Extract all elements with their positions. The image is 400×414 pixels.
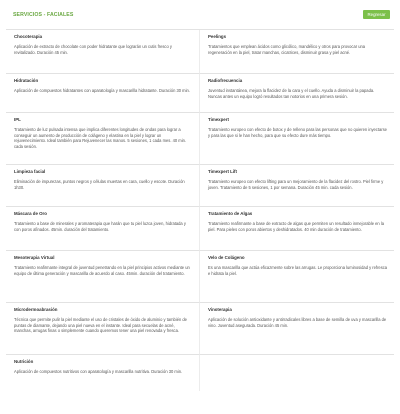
- service-name: Velo de Colágeno: [208, 255, 245, 260]
- service-card: [6, 165, 200, 207]
- service-description: Técnica que permite pulir la piel mediante el uso de cristales de óxido de aluminio y también de puntas de diamante, dejando una piel nueva en el instante. Ideal para secuelas de acné, manchas, arrugas finas o simplemente cuando queremos tener una piel renovada y fresca.: [14, 317, 187, 334]
- service-card: [6, 251, 200, 303]
- service-name: Tratamiento de Algas: [208, 211, 253, 216]
- service-card: [6, 355, 200, 391]
- service-name: Hidratación: [14, 78, 39, 83]
- service-description: Juventud instantánea, mejora la flacidez de la cara y el cuello. Ayuda a disminuir la papada. Nuncas antes un equipo logró resultados tan notorios en una primera sesión.: [208, 88, 375, 99]
- service-name: Timexpert Lift: [208, 169, 237, 174]
- service-name: Máscara de Oro: [14, 211, 47, 216]
- service-card: [200, 113, 394, 165]
- service-description: Aplicación de compuestos nutritivos con aparatología y mascarilla nutritiva. Duración 30 min.: [14, 369, 183, 374]
- service-card: [6, 113, 200, 165]
- service-card: [200, 74, 394, 113]
- service-description: Tratamientos que emplean ácidos como glicólico, mandélico y otros para provocar una regeneración en la piel, tratar manchas, cicatrices, disminuir grasa y piel acné.: [208, 44, 366, 55]
- service-card: [200, 303, 394, 355]
- service-card: [200, 251, 394, 303]
- service-name: Vinoterapia: [208, 307, 232, 312]
- service-description: Tratamiento a base de minerales y aromaterapia que harán que tu piel luzca joven, hidratada y con poros afinados. 45min. duración del tratamiento.: [14, 221, 186, 232]
- service-name: Mesoterapia Virtual: [14, 255, 55, 260]
- service-name: Limpieza facial: [14, 169, 46, 174]
- service-description: Tratamiento europeo con efecto de botox y de relleno para las personas que no quieren inyectarse y para las que si le han hecho, para que su efecto dure más tiempo.: [208, 127, 387, 138]
- service-card: [6, 303, 200, 355]
- services-page: [4, 0, 396, 391]
- service-card: [6, 74, 200, 113]
- page-title: SERVICIOS - FACIALES: [13, 11, 74, 18]
- service-description: Aplicación de solución antioxidante y antirradicales libres a base de semilla de uva y mascarilla de vino. Juventud asegurada. Duración 45 min.: [208, 317, 387, 328]
- service-description: Tratamiento reafirmante integral de juventud penetrando en la piel principios activos mediante un equipo de última generación y mascarilla de acuerdo al caso. 45min. duración del tratamiento.: [14, 265, 190, 276]
- service-name: Timexpert: [208, 117, 229, 122]
- service-card: [200, 30, 394, 74]
- service-name: Nutrición: [14, 359, 34, 364]
- service-name: Peelings: [208, 34, 227, 39]
- page-header: [4, 0, 396, 29]
- service-card: [200, 207, 394, 251]
- service-name: Radiofrecuencia: [208, 78, 243, 83]
- service-name: IPL: [14, 117, 21, 122]
- service-description: Tratamiento de luz pulsada intensa que implica diferentes longitudes de ondas para lograr a conseguir un aumento de producción de colágeno y elastina en la piel y lograr un rejuvenecimiento. Ideal también para Rejuvenecer las manos. 5 sesiones, 1 cada mes. 40 min. cada sesión.: [14, 127, 187, 149]
- back-button[interactable]: Regresar: [363, 10, 390, 19]
- service-name: Microdermoabrasión: [14, 307, 58, 312]
- service-card: [200, 165, 394, 207]
- service-description: Eliminación de impurezas, puntos negros y células muertas en cara, cuello y escote. Duración 1h30.: [14, 179, 185, 190]
- service-description: Aplicación de extracto de chocolate con poder hidratante que lograrán un cutis fresco y revitalizado. Duración 45 min.: [14, 44, 172, 55]
- services-grid: [6, 29, 394, 391]
- service-description: Aplicación de compuestos hidratantes con aparatología y mascarilla hidratante. Duración 30 min.: [14, 88, 190, 93]
- service-name: Chocoterapia: [14, 34, 43, 39]
- service-description: Es una mascarilla que actúa eficazmente sobre las arrugas. Le proporciona luminosidad y refresca e hidrata la piel.: [208, 265, 388, 276]
- service-card: [6, 30, 200, 74]
- service-description: Tratamiento reafirmante a base de extracto de algas que permiten un resultado inmejorable en la piel. Para pieles con poros abiertos y deshidratados. 40 min duración de tratamiento.: [208, 221, 384, 232]
- service-card: [6, 207, 200, 251]
- service-description: Tratamiento europeo con efecto lifting para un mejoramiento de la flacidez del rostro. Piel firme y joven. Tratamiento de 5 sesiones, 1 por semana. Duración 45 min. cada sesión.: [208, 179, 384, 190]
